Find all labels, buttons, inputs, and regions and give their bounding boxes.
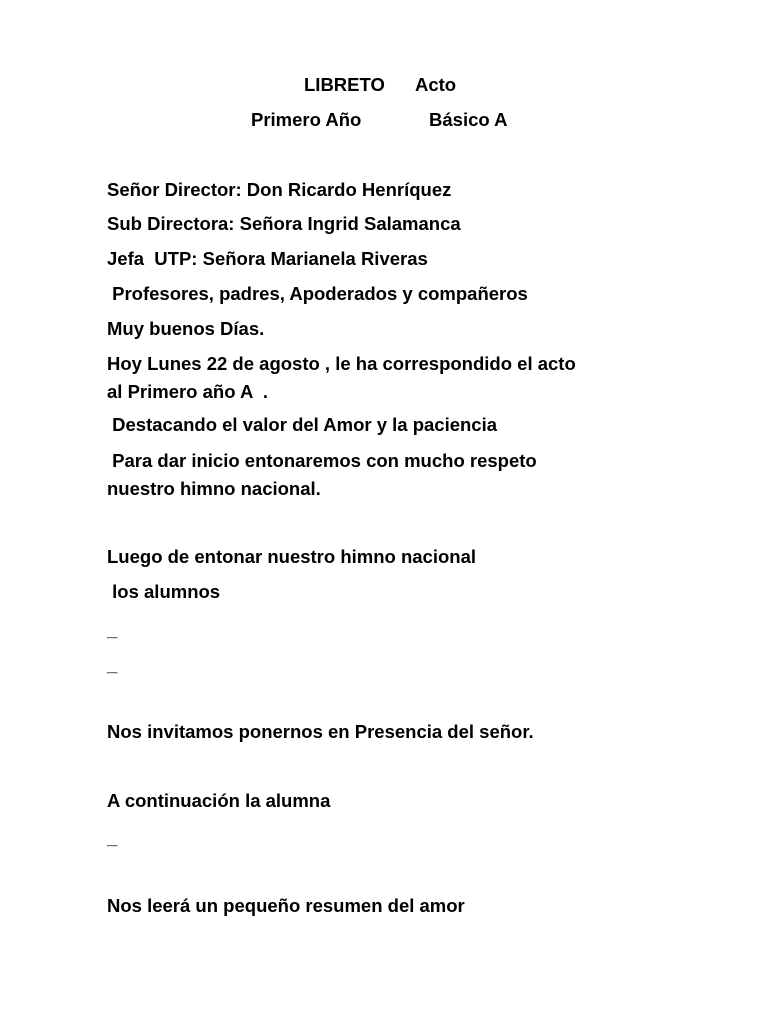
greeting-director: Señor Director: Don Ricardo Henríquez (107, 179, 452, 200)
blank-placeholder: _ (107, 827, 118, 848)
paragraph-line: al Primero año A . (107, 381, 269, 402)
paragraph-line: los alumnos (107, 581, 221, 602)
title-primero-ano: Primero Año (251, 109, 362, 130)
paragraph-line: A continuación la alumna (107, 790, 331, 811)
paragraph-line: Nos leerá un pequeño resumen del amor (107, 895, 465, 916)
paragraph-line: Luego de entonar nuestro himno nacional (107, 546, 476, 567)
paragraph-line: Para dar inicio entonaremos con mucho respeto (107, 450, 537, 471)
blank-placeholder: _ (107, 654, 118, 675)
greeting-jefa-utp: Jefa UTP: Señora Marianela Riveras (107, 248, 428, 269)
title-basico-a: Básico A (429, 109, 508, 130)
title-acto: Acto (415, 74, 457, 95)
greeting-buenos-dias: Muy buenos Días. (107, 318, 265, 339)
greeting-audience: Profesores, padres, Apoderados y compañeros (107, 283, 528, 304)
paragraph-line: nuestro himno nacional. (107, 478, 321, 499)
paragraph-line: Destacando el valor del Amor y la paciencia (107, 414, 498, 435)
blank-placeholder: _ (107, 619, 118, 640)
paragraph-line: Nos invitamos ponernos en Presencia del señor. (107, 721, 534, 742)
title-libreto: LIBRETO (304, 74, 385, 95)
paragraph-line: Hoy Lunes 22 de agosto , le ha correspondido el acto (107, 353, 576, 374)
greeting-subdirectora: Sub Directora: Señora Ingrid Salamanca (107, 213, 461, 234)
